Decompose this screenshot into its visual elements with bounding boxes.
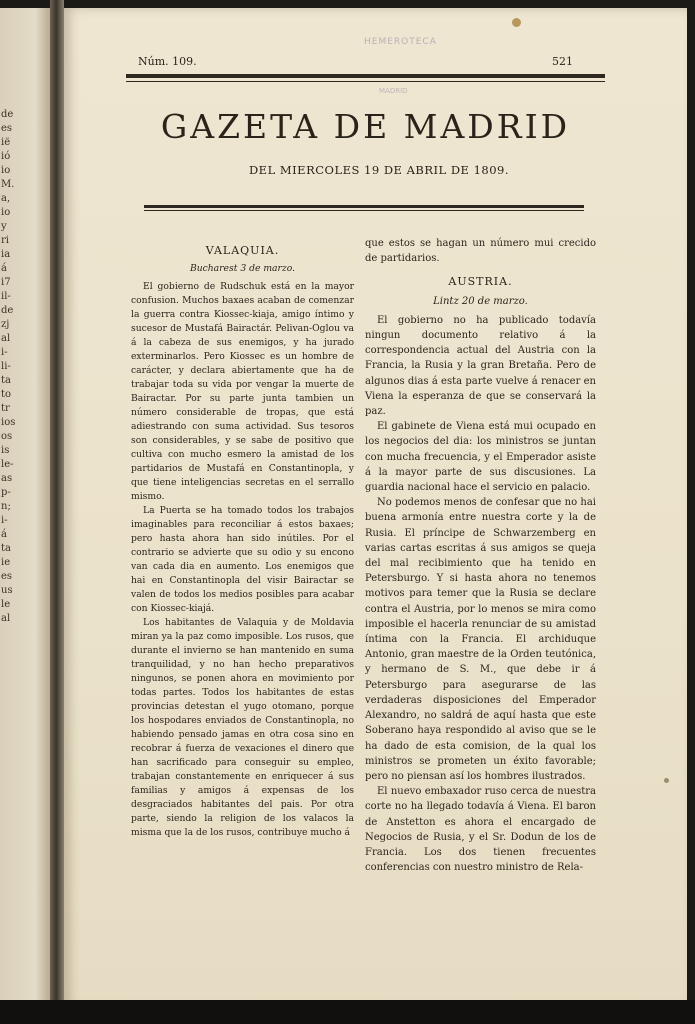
issue-number: Núm. 109. (138, 55, 197, 68)
dateline-rule-thick (144, 205, 584, 208)
edge-fragment: M. (1, 179, 15, 190)
edge-fragment: i7 (1, 277, 11, 288)
edge-fragment: es (1, 123, 13, 134)
section-heading-austria: AUSTRIA. (448, 275, 513, 289)
edge-fragment: p- (1, 487, 11, 498)
carry-over-text: que estos se hagan un número mui crecido de partidarios. (365, 238, 596, 265)
edge-fragment: tr (1, 403, 10, 414)
article-paragraph: El gabinete de Viena está mui ocupado en los negocios del dia: los ministros se juntan con mucha frecuencia, y el Emperador asiste á la mayor parte de sus discusiones. La guardia nacional hace el servicio en palacio. (365, 421, 596, 494)
edge-fragment: al (1, 613, 11, 624)
edge-fragment: ió (1, 151, 11, 162)
article-paragraph: El gobierno no ha publicado todavía ningun documento relativo á la correspondencia actual del Austria con la Francia, la Rusia y la gran Bretaña. Pero de algunos dias á esta parte vuelve á renacer en Viena la esperanza de que se conservará la paz. (365, 314, 596, 418)
edge-fragment: n; (1, 501, 11, 512)
edge-fragment: y (1, 221, 7, 232)
right-column (365, 236, 596, 875)
edge-fragment: á (1, 529, 7, 540)
newspaper-page (64, 8, 687, 1008)
edge-fragment: to (1, 389, 12, 400)
edge-fragment: as (1, 473, 13, 484)
page-number: 521 (552, 55, 573, 68)
edge-fragment: os (1, 431, 13, 442)
issue-date: DEL MIERCOLES 19 DE ABRIL DE 1809. (248, 163, 510, 177)
edge-fragment: li- (1, 361, 11, 372)
edge-fragment: le (1, 599, 11, 610)
left-column (131, 236, 354, 840)
article-paragraph: No podemos menos de confesar que no hai buena armonía entre nuestra corte y la de Rusia. El príncipe de Schwarzemberg en varias cartas escritas á sus amigos se queja del mal recibimiento que ha tenido en Petersburgo. Y si hasta ahora no tenemos motivos para temer que la Rusia se declare contra el Austria, por lo menos se mira como imposible el hacerla renunciar de su amistad íntima con la Francia. El archiduque Antonio, gran maestre de la Orden teutónica, y hermano de S. M., que debe ir á Petersburgo para asegurarse de las verdaderas disposiciones del Emperador Alexandro, no saldrá de aquí hasta que este Soberano haya respondido al aviso que se le ha dado de esta comision, de la qual los ministros se prometen un éxito favorable; pero no piensan así los hombres ilustrados. (365, 497, 596, 782)
library-stamp-city: MADRID (379, 87, 408, 95)
article-paragraph: La Puerta se ha tomado todos los trabajos imaginables para reconciliar á estos baxaes; pero hasta ahora han sido inútiles. Por el contrario se advierte que su odio y su encono van cada dia en aumento. Los enemigos que hai en Constantinopla del visir Bairactar se valen de todos los medios posibles para acabar con Kiossec-kiajá. (131, 505, 354, 614)
left-page-edge (0, 8, 50, 1000)
edge-fragment: us (1, 585, 13, 596)
edge-fragment: ios (1, 417, 16, 428)
left-page-text-fragments (1, 108, 15, 626)
paper-stain (512, 18, 521, 27)
edge-fragment: á (1, 263, 7, 274)
article-paragraph: Los habitantes de Valaquia y de Moldavia miran ya la paz como imposible. Los rusos, que durante el invierno se han mantenido en suma tranquilidad, y no han hecho preparativos ningunos, se ponen ahora en movimiento por todas partes. Todos los habitantes de estas provincias detestan el yugo otomano, porque los hospodares enviados de Constantinopla, no habiendo pensado jamas en otra cosa sino en recobrar á fuerza de vexaciones el dinero que han sacrificado para conseguir su empleo, trabajan constantemente en enriquecer á sus familias y amigos á expensas de los desgraciados habitantes del pais. Por otra parte, siendo la religion de los valacos la misma que la de los rusos, contribuye mucho á (131, 617, 354, 838)
edge-fragment: il- (1, 291, 11, 302)
edge-fragment: es (1, 571, 13, 582)
edge-fragment: zj (1, 319, 10, 330)
edge-fragment: io (1, 207, 11, 218)
paper-stain (664, 778, 669, 783)
edge-fragment: io (1, 165, 11, 176)
edge-fragment: ta (1, 375, 11, 386)
edge-fragment: ta (1, 543, 11, 554)
section-heading-valaquia: VALAQUIA. (205, 244, 280, 257)
dateline-rule-thin (144, 210, 584, 211)
masthead-title: GAZETA DE MADRID (160, 107, 571, 146)
header-rule-thin (126, 81, 605, 82)
book-gutter (50, 0, 64, 1024)
edge-fragment: de (1, 109, 14, 120)
dateline-lintz: Lintz 20 de marzo. (433, 295, 528, 307)
dateline-bucharest: Bucharest 3 de marzo. (189, 263, 296, 274)
header-rule-thick (126, 74, 605, 78)
edge-fragment: de (1, 305, 14, 316)
library-stamp: HEMEROTECA (364, 37, 437, 47)
edge-fragment: al (1, 333, 11, 344)
article-paragraph: El nuevo embaxador ruso cerca de nuestra corte no ha llegado todavía á Viena. El baron de Anstetton es ahora el encargado de Negocios de Rusia, y el Sr. Dodun de los de Francia. Los dos tienen frecuentes conferencias con nuestro ministro de Rela- (365, 786, 596, 874)
edge-fragment: is (1, 445, 10, 456)
scan-background (0, 1000, 695, 1024)
edge-fragment: ri (1, 235, 9, 246)
article-paragraph: El gobierno de Rudschuk está en la mayor confusion. Muchos baxaes acaban de comenzar la guerra contra Kiossec-kiaja, amigo íntimo y sucesor de Mustafá Bairactár. Pelivan-Oglou va á la cabeza de sus enemigos, y ha jurado exterminarlos. Pero Kiossec es un hombre de carácter, y declara abiertamente que ha de trabajar toda su vida por vengar la muerte de Bairactar. Por su parte junta tambien un número considerable de tropas, que está adiestrando con suma actividad. Sus tesoros son considerables, y se sabe de positivo que cultiva con mucho esmero la amistad de los partidarios de Mustafá en Constantinopla, y que tiene inteligencias secretas en el serrallo mismo. (131, 281, 354, 502)
edge-fragment: a, (1, 193, 11, 204)
edge-fragment: ia (1, 249, 11, 260)
edge-fragment: i- (1, 347, 8, 358)
edge-fragment: ie (1, 557, 11, 568)
edge-fragment: i- (1, 515, 8, 526)
edge-fragment: ië (1, 137, 11, 148)
edge-fragment: le- (1, 459, 14, 470)
